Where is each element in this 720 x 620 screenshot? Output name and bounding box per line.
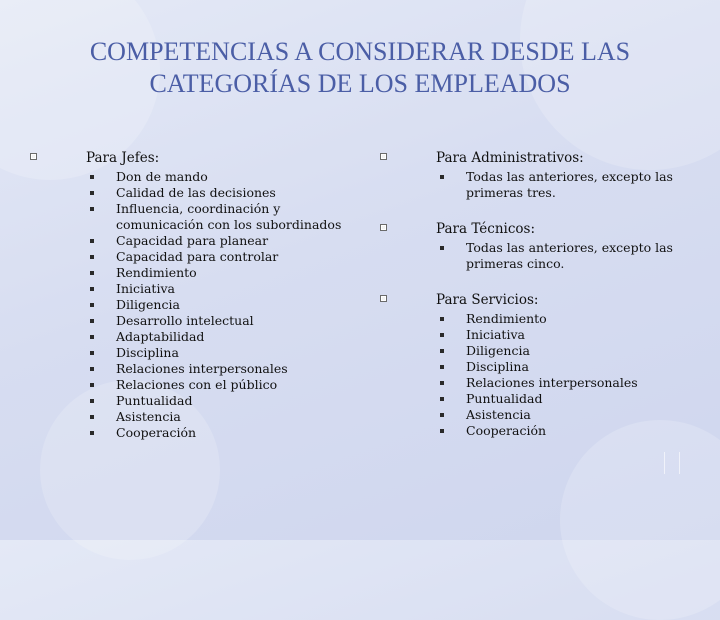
- administrativos-list: [436, 169, 680, 201]
- section-bullet-icon: [380, 153, 387, 160]
- right-column: [380, 150, 680, 459]
- list-item: Diligencia: [436, 343, 680, 359]
- section-label-administrativos: Para Administrativos:: [436, 150, 584, 166]
- list-item: Iniciativa: [436, 327, 680, 343]
- list-item: Cooperación: [86, 425, 350, 441]
- section-label-jefes: Para Jefes:: [86, 150, 160, 166]
- list-item: Influencia, coordinación y comunicación con los subordinados: [86, 201, 350, 233]
- list-item: Diligencia: [86, 297, 350, 313]
- list-item: Todas las anteriores, excepto las primeras cinco.: [436, 240, 680, 272]
- section-bullet-icon: [380, 295, 387, 302]
- slide-number-decor: [664, 452, 680, 474]
- list-item: Todas las anteriores, excepto las primeras tres.: [436, 169, 680, 201]
- section-label-servicios: Para Servicios:: [436, 292, 539, 308]
- list-item: Capacidad para planear: [86, 233, 350, 249]
- slide-title-line1: COMPETENCIAS A CONSIDERAR DESDE LAS: [89, 37, 631, 66]
- list-item: Asistencia: [436, 407, 680, 423]
- servicios-list: [436, 311, 680, 439]
- list-item: Relaciones interpersonales: [436, 375, 680, 391]
- list-item: Adaptabilidad: [86, 329, 350, 345]
- list-item: Rendimiento: [436, 311, 680, 327]
- section-bullet-icon: [30, 153, 37, 160]
- list-item: Asistencia: [86, 409, 350, 425]
- section-bullet-icon: [380, 224, 387, 231]
- list-item: Calidad de las decisiones: [86, 185, 350, 201]
- list-item: Relaciones interpersonales: [86, 361, 350, 377]
- section-label-tecnicos: Para Técnicos:: [436, 221, 536, 237]
- section-tecnicos: [380, 221, 680, 272]
- list-item: Puntualidad: [436, 391, 680, 407]
- tecnicos-list: [436, 240, 680, 272]
- list-item: Cooperación: [436, 423, 680, 439]
- list-item: Rendimiento: [86, 265, 350, 281]
- list-item: Desarrollo intelectual: [86, 313, 350, 329]
- slide-title-line2: CATEGORÍAS DE LOS EMPLEADOS: [149, 69, 571, 98]
- list-item: Iniciativa: [86, 281, 350, 297]
- list-item: Disciplina: [436, 359, 680, 375]
- list-item: Relaciones con el público: [86, 377, 350, 393]
- section-jefes: [30, 150, 350, 441]
- list-item: Don de mando: [86, 169, 350, 185]
- jefes-list: [86, 169, 350, 441]
- list-item: Capacidad para controlar: [86, 249, 350, 265]
- list-item: Disciplina: [86, 345, 350, 361]
- slide-title: [40, 36, 680, 100]
- section-administrativos: [380, 150, 680, 201]
- left-column: [30, 150, 350, 441]
- list-item: Puntualidad: [86, 393, 350, 409]
- section-servicios: [380, 292, 680, 439]
